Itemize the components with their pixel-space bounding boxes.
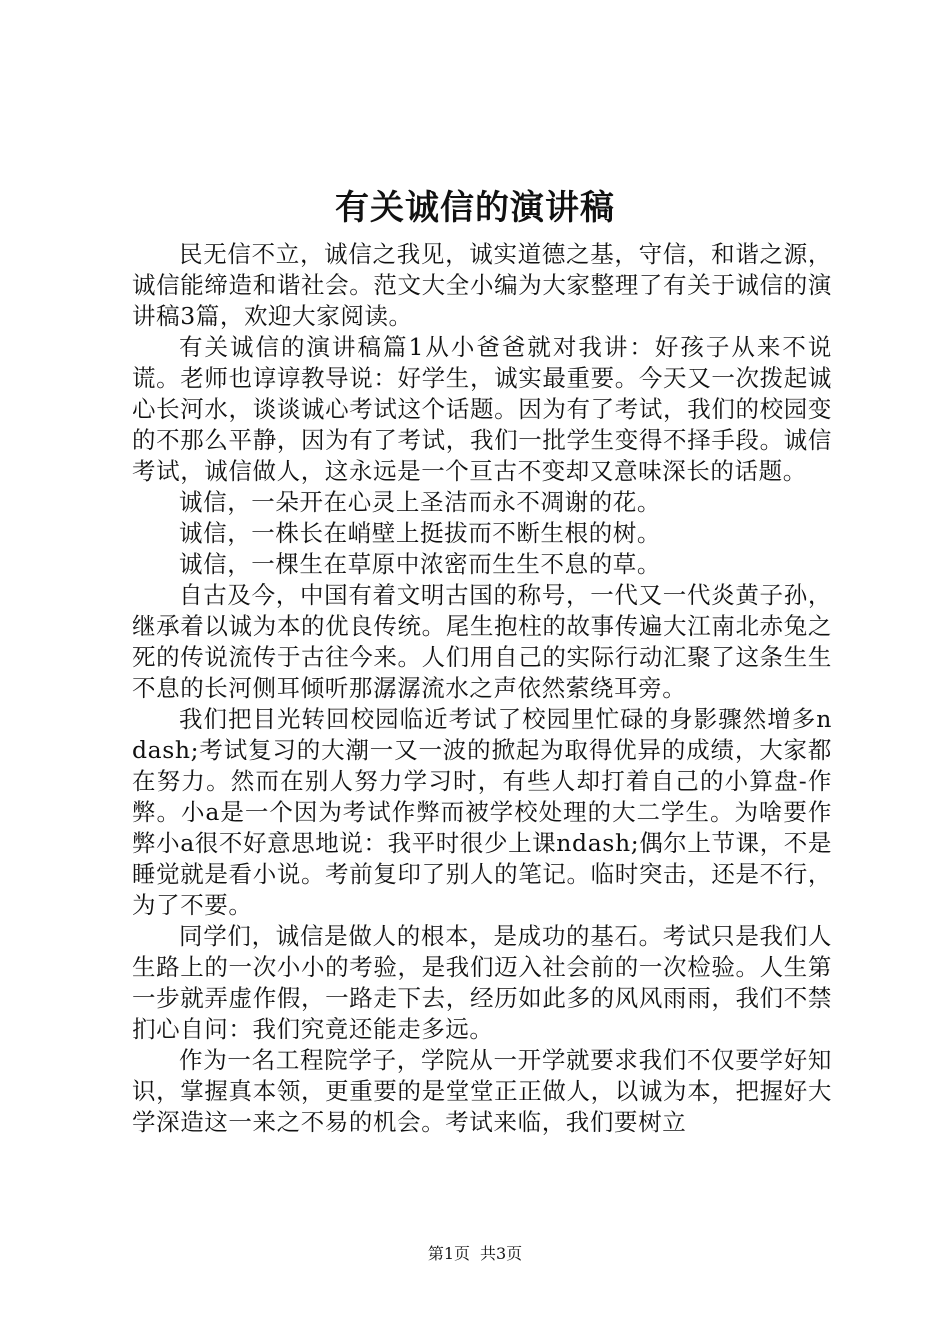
paragraph-grass: 诚信，一棵生在草原中浓密而生生不息的草。	[179, 550, 661, 578]
paragraph-history: 自古及今，中国有着文明古国的称号，一代又一代炎黄子孙，继承着以诚为本的优良传统。尾生抱柱的故事传遍大江南北赤兔之死的传说流传于古往今来。人们用自己的实际行动汇聚了这条生生不息的长河侧耳倾听那潺潺流水之声依然萦绕耳旁。	[132, 581, 832, 702]
document-title: 有关诚信的演讲稿	[335, 188, 615, 228]
page-number-current: 第1页	[427, 1244, 470, 1263]
document-body	[132, 239, 832, 1138]
paragraph-tree: 诚信，一株长在峭壁上挺拔而不断生根的树。	[179, 519, 661, 547]
page-footer	[0, 1243, 950, 1265]
paragraph-engineering: 作为一名工程院学子，学院从一开学就要求我们不仅要学好知识，掌握真本领，更重要的是堂堂正正做人，以诚为本，把握好大学深造这一来之不易的机会。考试来临，我们要树立	[132, 1046, 832, 1136]
paragraph-campus: 我们把目光转回校园临近考试了校园里忙碌的身影骤然增多ndash;考试复习的大潮一又一波的掀起为取得优异的成绩，大家都在努力。然而在别人努力学习时，有些人却打着自己的小算盘-作弊。小a是一个因为考试作弊而被学校处理的大二学生。为啥要作弊小a很不好意思地说：我平时很少上课ndash;偶尔上节课，不是睡觉就是看小说。考前复印了别人的笔记。临时突击，还是不行，为了不要。	[132, 705, 833, 919]
paragraph-intro: 民无信不立，诚信之我见，诚实道德之基，守信，和谐之源，诚信能缔造和谐社会。范文大全小编为大家整理了有关于诚信的演讲稿3篇，欢迎大家阅读。	[132, 240, 832, 330]
paragraph-flower: 诚信，一朵开在心灵上圣洁而永不凋谢的花。	[179, 488, 661, 516]
paragraph-classmates: 同学们，诚信是做人的根本，是成功的基石。考试只是我们人生路上的一次小小的考验，是我们迈入社会前的一次检验。人生第一步就弄虚作假，一路走下去，经历如此多的风风雨雨，我们不禁扪心自问：我们究竟还能走多远。	[132, 922, 832, 1043]
page-number-total: 共3页	[480, 1244, 523, 1263]
paragraph-speech-1: 有关诚信的演讲稿篇1从小爸爸就对我讲：好孩子从来不说谎。老师也谆谆教导说：好学生，诚实最重要。今天又一次拨起诚心长河水，谈谈诚心考试这个话题。因为有了考试，我们的校园变的不那么平静，因为有了考试，我们一批学生变得不择手段。诚信考试，诚信做人，这永远是一个亘古不变却又意味深长的话题。	[132, 333, 832, 485]
